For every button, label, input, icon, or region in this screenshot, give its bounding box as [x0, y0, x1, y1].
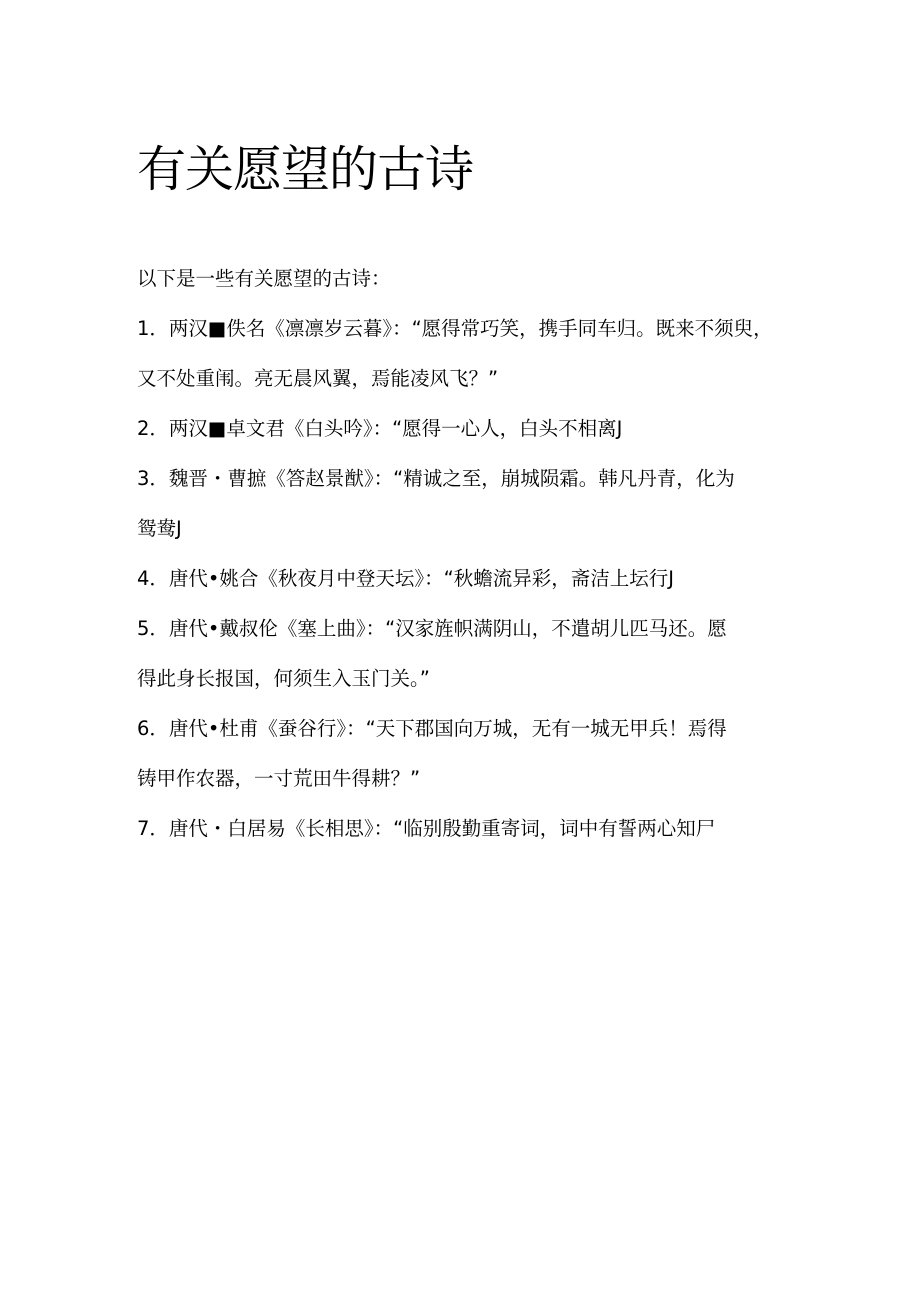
list-item: 4．唐代•姚合《秋夜月中登天坛》：“秋蟾流异彩，斋洁上坛行J: [137, 567, 675, 590]
list-item: 得此身长报国，何须生入玉门关。”: [137, 667, 430, 690]
list-item: 2．两汉■卓文君《白头吟》：“愿得一心人，白头不相离J: [137, 417, 623, 440]
list-item: 1．两汉■佚名《凛凛岁云暮》：“愿得常巧笑，携手同车归。既来不须臾，: [137, 317, 773, 340]
list-item: 7．唐代・白居易《长相思》：“临别殷勤重寄词，词中有誓两心知尸: [137, 817, 716, 840]
list-item: 铸甲作农器，一寸荒田牛得耕？”: [137, 767, 421, 790]
list-item: 5．唐代•戴叔伦《塞上曲》：“汉家旌帜满阴山，不遣胡儿匹马还。愿: [137, 617, 727, 640]
list-item: 鸳鸯J: [137, 517, 182, 540]
list-item: 又不处重闱。亮无晨风翼，焉能凌风飞？”: [137, 367, 499, 390]
poem-list: [137, 254, 797, 854]
list-item: 6．唐代•杜甫《蚕谷行》：“天下郡国向万城，无有一城无甲兵！焉得: [137, 717, 727, 740]
page-title: 有关愿望的古诗: [137, 141, 474, 198]
intro-text: 以下是一些有关愿望的古诗：: [137, 267, 391, 290]
list-item: 3．魏晋・曹摭《答赵景猷》：“精诚之至，崩城陨霜。韩凡丹青，化为: [137, 467, 735, 490]
